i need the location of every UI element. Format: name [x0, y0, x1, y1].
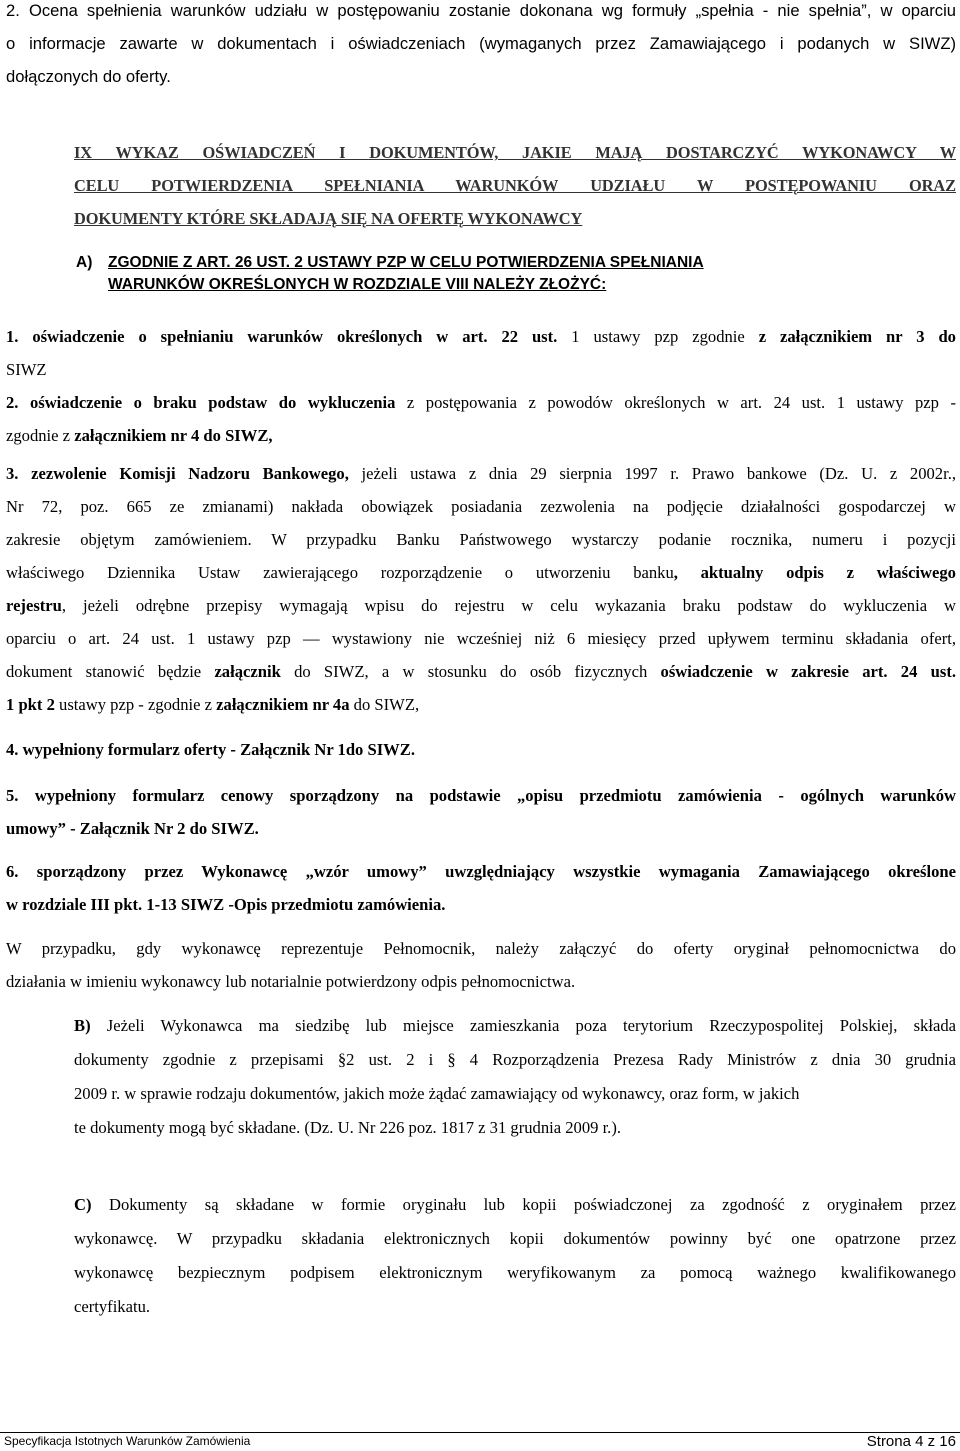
section-b-line: dokumenty zgodnie z przepisami §2 ust. 2 i § 4 Rozporządzenia Prezesa Rady Ministrów z dnia 30 grudnia: [74, 1050, 956, 1069]
intro-line: 2. Ocena spełnienia warunków udziału w postępowaniu zostanie dokonana wg formuły „spełnia - nie spełnia”, w oparciu: [6, 1, 956, 20]
section-b-line: 2009 r. w sprawie rodzaju dokumentów, jakich może żądać zamawiający od wykonawcy, oraz form, w jakich: [74, 1084, 800, 1103]
pelnomocnik-line: działania w imieniu wykonawcy lub notarialnie potwierdzony odpis pełnomocnictwa.: [6, 972, 576, 991]
page-number: Strona 4 z 16: [866, 1433, 956, 1450]
section-c: [74, 1188, 956, 1324]
pelnomocnik-line: W przypadku, gdy wykonawcę reprezentuje Pełnomocnik, należy załączyć do oferty oryginał pełnomocnictwa do: [6, 939, 956, 958]
section-b-line: B) Jeżeli Wykonawca ma siedzibę lub miejsce zamieszkania poza terytorium Rzeczypospolitej Polskiej, składa: [74, 1016, 956, 1035]
section-ix-line: CELU POTWIERDZENIA SPEŁNIANIA WARUNKÓW UDZIAŁU W POSTĘPOWANIU ORAZ: [74, 176, 956, 195]
item-3-line: zakresie objętym zamówieniem. W przypadku Banku Państwowego wystarczy podanie rocznika, numeru i pozycji: [6, 530, 956, 549]
item-3-line: właściwego Dziennika Ustaw zawierającego rozporządzenie o utworzeniu banku, aktualny odpis z właściwego: [6, 563, 956, 582]
section-ix-line: IX WYKAZ OŚWIADCZEŃ I DOKUMENTÓW, JAKIE MAJĄ DOSTARCZYĆ WYKONAWCY W: [74, 143, 956, 162]
item-5-line: 5. wypełniony formularz cenowy sporządzony na podstawie „opisu przedmiotu zamówienia - ogólnych warunków: [6, 786, 956, 805]
section-c-marker: C): [74, 1195, 92, 1214]
item-2-line: zgodnie z załącznikiem nr 4 do SIWZ,: [6, 426, 273, 445]
footer-rule: [0, 1432, 960, 1433]
item-6: [6, 855, 956, 921]
section-c-line: C) Dokumenty są składane w formie oryginału lub kopii poświadczonej za zgodność z oryginałem przez: [74, 1195, 956, 1214]
intro-line: o informacje zawarte w dokumentach i oświadczeniach (wymaganych przez Zamawiającego i podanych w SIWZ): [6, 34, 956, 53]
item-3-line: oparciu o art. 24 ust. 1 ustawy pzp — wystawiony nie wcześniej niż 6 miesięcy przed upływem terminu składania ofert,: [6, 629, 956, 648]
section-a-line: ZGODNIE Z ART. 26 UST. 2 USTAWY PZP W CELU POTWIERDZENIA SPEŁNIANIA: [108, 254, 704, 271]
section-c-line: wykonawcę bezpiecznym podpisem elektronicznym weryfikowanym za pomocą ważnego kwalifikowanego: [74, 1263, 956, 1282]
item-2-line: 2. oświadczenie o braku podstaw do wykluczenia z postępowania z powodów określonych w art. 24 ust. 1 ustawy pzp -: [6, 393, 956, 412]
item-4: [6, 733, 956, 766]
section-ix-heading: [74, 136, 956, 235]
item-6-line: w rozdziale III pkt. 1-13 SIWZ -Opis przedmiotu zamówienia.: [6, 895, 446, 914]
item-3-line: rejestru, jeżeli odrębne przepisy wymagają wpisu do rejestru w celu wykazania braku podstaw do wykluczenia w: [6, 596, 956, 615]
item-3-line: dokument stanowić będzie załącznik do SIWZ, a w stosunku do osób fizycznych oświadczenie w zakresie art. 24 ust.: [6, 662, 957, 681]
item-3-line: 1 pkt 2 ustawy pzp - zgodnie z załącznikiem nr 4a do SIWZ,: [6, 695, 420, 714]
item-2: [6, 386, 956, 452]
item-5: [6, 779, 956, 845]
section-a-heading: [108, 252, 958, 296]
section-ix-line: DOKUMENTY KTÓRE SKŁADAJĄ SIĘ NA OFERTĘ WYKONAWCY: [74, 209, 583, 228]
item-1-line: 1. oświadczenie o spełnianiu warunków określonych w art. 22 ust. 1 ustawy pzp zgodnie z załącznikiem nr 3 do: [6, 327, 956, 346]
item-6-line: 6. sporządzony przez Wykonawcę „wzór umowy” uwzględniający wszystkie wymagania Zamawiającego określone: [6, 862, 956, 881]
section-b-marker: B): [74, 1016, 91, 1035]
item-1-line: SIWZ: [6, 360, 47, 379]
pelnomocnik-paragraph: [6, 932, 956, 998]
section-b: [74, 1009, 956, 1145]
section-c-line: certyfikatu.: [74, 1297, 151, 1316]
item-3: [6, 457, 956, 721]
section-b-line: te dokumenty mogą być składane. (Dz. U. Nr 226 poz. 1817 z 31 grudnia 2009 r.).: [74, 1118, 622, 1137]
item-3-line: Nr 72, poz. 665 ze zmianami) nakłada obowiązek posiadania zezwolenia na podjęcie działalności gospodarczej w: [6, 497, 956, 516]
item-1: [6, 320, 956, 386]
intro-paragraph: [6, 0, 956, 93]
section-c-line: wykonawcę. W przypadku składania elektronicznych kopii dokumentów powinny być one opatrzone przez: [74, 1229, 956, 1248]
intro-line: dołączonych do oferty.: [6, 67, 171, 86]
section-a-marker: A): [76, 254, 93, 271]
item-4-line: 4. wypełniony formularz oferty - Załącznik Nr 1do SIWZ.: [6, 740, 415, 759]
item-5-line: umowy” - Załącznik Nr 2 do SIWZ.: [6, 819, 259, 838]
footer-title: Specyfikacja Istotnych Warunków Zamówienia: [4, 1434, 251, 1448]
item-3-line: 3. zezwolenie Komisji Nadzoru Bankowego, jeżeli ustawa z dnia 29 sierpnia 1997 r. Prawo bankowe (Dz. U. z 2002r.,: [6, 464, 956, 483]
section-a-line: WARUNKÓW OKREŚLONYCH W ROZDZIALE VIII NALEŻY ZŁOŻYĆ:: [108, 276, 607, 293]
